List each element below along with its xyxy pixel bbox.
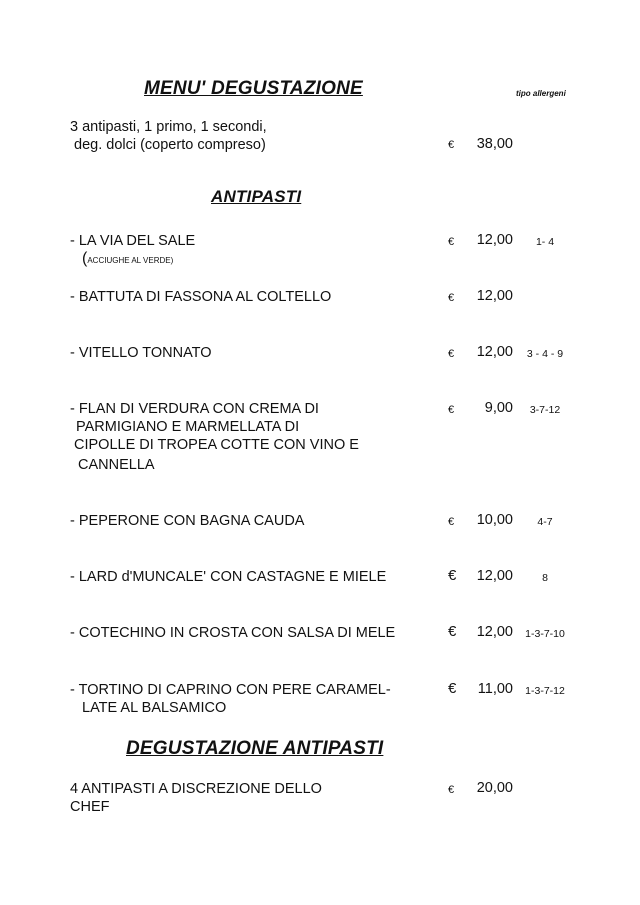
menu-item-name: - TORTINO DI CAPRINO CON PERE CARAMEL- bbox=[70, 682, 391, 698]
menu-item-currency: € bbox=[448, 292, 455, 304]
menu-item-name: - COTECHINO IN CROSTA CON SALSA DI MELE bbox=[70, 625, 396, 641]
menu-item-currency: € bbox=[448, 404, 455, 416]
menu-item-note-text: ACCIUGHE AL VERDE) bbox=[87, 256, 174, 265]
menu-item-name: - VITELLO TONNATO bbox=[70, 345, 212, 361]
menu-item-allergens: 3 - 4 - 9 bbox=[526, 348, 564, 360]
menu-item-price: 12,00 bbox=[476, 232, 513, 248]
menu-item-price: 11,00 bbox=[477, 681, 513, 697]
menu-item-note bbox=[82, 250, 173, 268]
menu-item-name: - LA VIA DEL SALE bbox=[70, 233, 196, 249]
menu-item-name-line: PARMIGIANO E MARMELLATA DI bbox=[76, 419, 300, 435]
menu-item-name-line: LATE AL BALSAMICO bbox=[82, 700, 227, 716]
menu-item-allergens: 8 bbox=[542, 572, 548, 584]
menu-item-note-paren: ( bbox=[82, 250, 88, 267]
menu-item-price: 9,00 bbox=[484, 400, 513, 416]
degustazione-currency: € bbox=[448, 784, 455, 796]
antipasti-section-title: ANTIPASTI bbox=[211, 187, 302, 206]
menu-item-name: - BATTUTA DI FASSONA AL COLTELLO bbox=[70, 289, 332, 305]
tasting-menu-price: 38,00 bbox=[476, 136, 513, 152]
menu-item-name-line: CANNELLA bbox=[78, 457, 155, 473]
degustazione-line-2: CHEF bbox=[70, 799, 110, 815]
degustazione-section-title: DEGUSTAZIONE ANTIPASTI bbox=[126, 738, 384, 759]
tasting-menu-line-1: 3 antipasti, 1 primo, 1 secondi, bbox=[70, 119, 267, 135]
menu-item-currency: € bbox=[448, 348, 455, 360]
menu-item-price: 12,00 bbox=[476, 344, 513, 360]
menu-item-allergens: 1-3-7-10 bbox=[525, 628, 565, 640]
menu-item-allergens: 4-7 bbox=[537, 516, 553, 528]
menu-item-allergens: 3-7-12 bbox=[529, 404, 561, 416]
menu-item-price: 12,00 bbox=[476, 624, 513, 640]
menu-item-currency: € bbox=[448, 516, 455, 528]
menu-item-price: 12,00 bbox=[476, 568, 513, 584]
menu-item-allergens: 1-3-7-12 bbox=[525, 685, 565, 697]
degustazione-line-1: 4 ANTIPASTI A DISCREZIONE DELLO bbox=[70, 781, 322, 797]
tasting-menu-line-2: deg. dolci (coperto compreso) bbox=[74, 137, 266, 153]
page-title: MENU' DEGUSTAZIONE bbox=[144, 78, 363, 99]
menu-item-currency: € bbox=[448, 236, 455, 248]
menu-item-allergens: 1- 4 bbox=[535, 236, 555, 248]
menu-item-name: - PEPERONE CON BAGNA CAUDA bbox=[70, 513, 305, 529]
menu-item-currency: € bbox=[448, 623, 457, 640]
tasting-menu-currency: € bbox=[448, 139, 455, 151]
menu-item-name: - FLAN DI VERDURA CON CREMA DI bbox=[70, 401, 319, 417]
degustazione-price: 20,00 bbox=[476, 780, 513, 796]
menu-item-price: 10,00 bbox=[476, 512, 513, 528]
menu-item-currency: € bbox=[448, 680, 457, 697]
menu-item-currency: € bbox=[448, 567, 457, 584]
menu-item-price: 12,00 bbox=[476, 288, 513, 304]
menu-item-name: - LARD d'MUNCALE' CON CASTAGNE E MIELE bbox=[70, 569, 387, 585]
menu-item-name-line: CIPOLLE DI TROPEA COTTE CON VINO E bbox=[74, 437, 359, 453]
allergen-column-label: tipo allergeni bbox=[516, 89, 566, 98]
